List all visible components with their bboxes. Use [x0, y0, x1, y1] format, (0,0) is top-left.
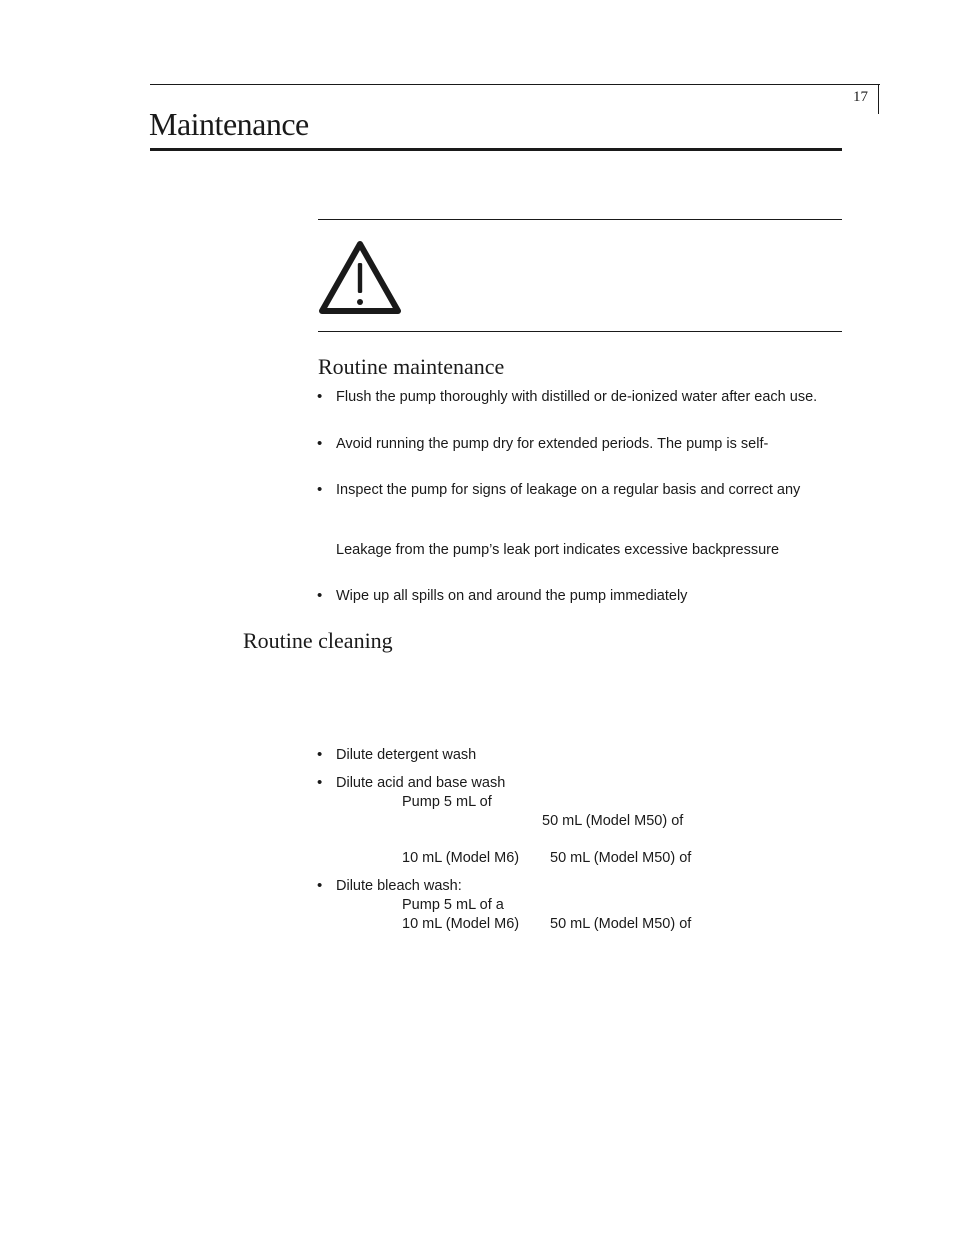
- acid-line: 50 mL (Model M50) of: [542, 813, 684, 829]
- bullet-icon: •: [317, 746, 323, 763]
- maintenance-item: Inspect the pump for signs of leakage on a regular basis and correct any: [336, 482, 801, 498]
- acid-line: 10 mL (Model M6): [402, 850, 520, 866]
- bleach-line: 50 mL (Model M50) of: [550, 916, 692, 932]
- bullet-icon: •: [317, 877, 323, 894]
- maintenance-item: Flush the pump thoroughly with distilled or de-ionized water after each use.: [336, 389, 818, 405]
- bullet-icon: •: [317, 435, 323, 452]
- page-number: 17: [853, 89, 868, 105]
- routine-maintenance-heading: Routine maintenance: [318, 354, 505, 379]
- leak-note: Leakage from the pump’s leak port indicates excessive backpressure: [336, 542, 780, 558]
- bullet-icon: •: [317, 774, 323, 791]
- routine-cleaning-heading: Routine cleaning: [243, 628, 393, 653]
- cleaning-item: Dilute detergent wash: [336, 747, 477, 763]
- header-top-rule: [150, 84, 880, 85]
- bleach-line: Pump 5 mL of a: [402, 897, 504, 913]
- warning-triangle-icon: [318, 239, 402, 315]
- bullet-icon: •: [317, 388, 323, 405]
- title-underline: [150, 148, 842, 151]
- acid-line: Pump 5 mL of: [402, 794, 492, 810]
- warning-bottom-rule: [318, 331, 842, 332]
- bleach-line: 10 mL (Model M6): [402, 916, 520, 932]
- header-corner-tick: [878, 84, 879, 114]
- maintenance-item: Avoid running the pump dry for extended periods. The pump is self-: [336, 436, 769, 452]
- maintenance-item: Wipe up all spills on and around the pump immediately: [336, 588, 688, 604]
- acid-line: 50 mL (Model M50) of: [550, 850, 692, 866]
- bullet-icon: •: [317, 587, 323, 604]
- cleaning-item: Dilute bleach wash:: [336, 878, 462, 894]
- page-title: Maintenance: [149, 106, 309, 142]
- bullet-icon: •: [317, 481, 323, 498]
- cleaning-item: Dilute acid and base wash: [336, 775, 506, 791]
- warning-top-rule: [318, 219, 842, 220]
